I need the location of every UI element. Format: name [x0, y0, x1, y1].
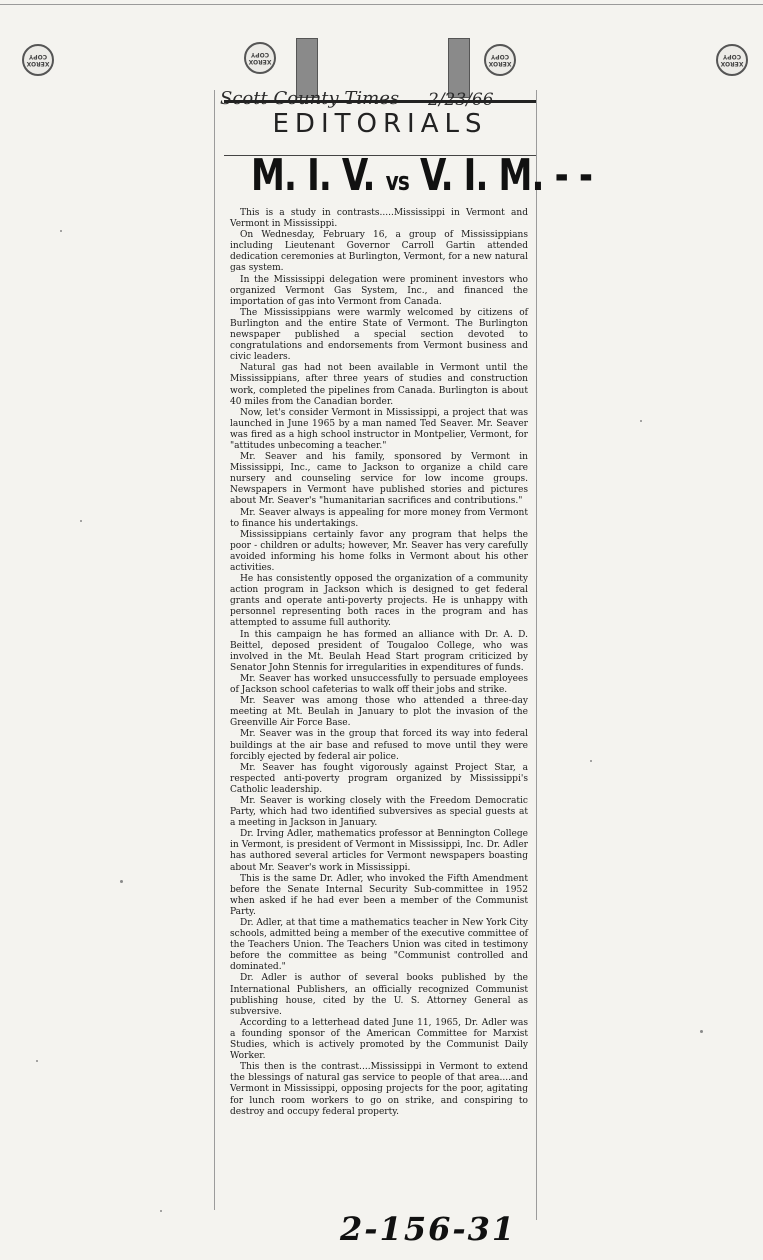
paragraph: In the Mississippi delegation were prominent investors who organized Vermont Gas System, Inc., and financed the importation of gas into Vermont from Canada. [230, 274, 528, 307]
scan-speck [160, 1210, 162, 1212]
scan-speck [60, 230, 62, 232]
paragraph: Mr. Seaver is working closely with the Freedom Democratic Party, which had two identified subversives as special guests at a meeting in Jackson in January. [230, 795, 528, 829]
right-margin-line [536, 90, 537, 1220]
scan-speck [36, 1060, 38, 1062]
paragraph: Dr. Irving Adler, mathematics professor at Bennington College in Vermont, is president of Vermont in Mississippi, Inc. Dr. Adler has authored several articles for Vermont newspapers boasting about Mr. Seaver's work in Mississippi. [230, 829, 528, 873]
paragraph: Mr. Seaver has worked unsuccessfully to persuade employees of Jackson school cafeterias to walk off their jobs and strike. [230, 673, 528, 696]
paragraph: Mr. Seaver has fought vigorously against Project Star, a respected anti-poverty program organized by Mississippi's Catholic leadership. [230, 762, 528, 795]
scan-speck [640, 420, 642, 422]
xerox-stamp-1: XEROX COPY [22, 44, 54, 76]
editorials-masthead [224, 100, 536, 156]
paragraph: According to a letterhead dated June 11, 1965, Dr. Adler was a founding sponsor of the American Committee for Marxist Studies, which is actively promoted by the Communist Daily Worker. [230, 1017, 528, 1062]
xerox-stamp-4: XEROX COPY [716, 44, 748, 76]
editorial-body [230, 208, 528, 1118]
handwritten-date: 2/23/66 [428, 90, 494, 110]
paragraph: Natural gas had not been available in Vermont until the Mississippians, after three years of studies and construction work, completed the pipelines from Canada. Burlington is about 40 miles from the Canadian border. [230, 363, 528, 407]
clip-right [448, 38, 470, 98]
paragraph: Mississippians certainly favor any program that helps the poor - children or adults; however, Mr. Seaver has very carefully avoided informing his home folks in Vermont about his other activities. [230, 529, 528, 573]
xerox-stamp-2: XEROX COPY [244, 42, 276, 74]
headline [251, 150, 593, 201]
paragraph: Mr. Seaver was among those who attended a three-day meeting at Mt. Beulah in January to plot the invasion of the Greenville Air Force Base. [230, 696, 528, 729]
headline-vs: vs [385, 167, 409, 197]
left-margin-line [214, 90, 215, 1210]
paragraph: Mr. Seaver was in the group that forced its way into federal buildings at the air base and refused to move until they were forcibly ejected by federal air police. [230, 729, 528, 762]
paragraph: The Mississippians were warmly welcomed by citizens of Burlington and the entire State of Vermont. The Burlington newspaper published a special section devoted to congratulations and endorsements from Vermont business and civic leaders. [230, 307, 528, 363]
paragraph: Mr. Seaver and his family, sponsored by Vermont in Mississippi, Inc., came to Jackson to organize a child care nursery and counseling service for low income groups. Newspapers in Vermont have published stories and pictures about Mr. Seaver's "humanitarian sacrifices and contributions." [230, 452, 528, 507]
scan-speck [80, 520, 82, 522]
paragraph: This is a study in contrasts.....Mississippi in Vermont and Vermont in Mississippi. [230, 208, 528, 230]
scan-speck [700, 1030, 703, 1033]
headline-part1: M. I. V. [251, 150, 375, 201]
paragraph: This then is the contrast....Mississippi in Vermont to extend the blessings of natural gas service to people of that area....and Vermont in Mississippi, opposing projects for the poor, agitating for lunch room workers to go on strike, and conspiring to destroy and occupy federal property. [230, 1062, 528, 1117]
headline-part2: V. I. M. - - [419, 150, 593, 201]
paragraph: On Wednesday, February 16, a group of Mississippians including Lieutenant Governor Carroll Gartin attended dedication ceremonies at Burlington, Vermont, for a new natural gas system. [230, 230, 528, 274]
paragraph: He has consistently opposed the organization of a community action program in Jackson which is designed to get federal grants and operate anti-poverty projects. He is unhappy with personnel representing both races in the program and has attempted to assume full authority. [230, 574, 528, 629]
paragraph: Now, let's consider Vermont in Mississippi, a project that was launched in June 1965 by a man named Ted Seaver. Mr. Seaver was fired as a high school instructor in Montpelier, Vermont, for "attitudes unbecoming a teacher." [230, 407, 528, 451]
paragraph: This is the same Dr. Adler, who invoked the Fifth Amendment before the Senate Internal Security Sub-committee in 1952 when asked if he had ever been a member of the Communist Party. [230, 873, 528, 917]
masthead-title: EDITORIALS [272, 109, 488, 139]
paragraph: Dr. Adler is author of several books published by the International Publishers, an officially recognized Communist publishing house, cited by the U. S. Attorney General as subversive. [230, 973, 528, 1017]
handwritten-source: Scott County Times [220, 88, 400, 109]
paragraph: Mr. Seaver always is appealing for more money from Vermont to finance his undertakings. [230, 507, 528, 529]
paragraph: Dr. Adler, at that time a mathematics teacher in New York City schools, admitted being a member of the executive committee of the Teachers Union. The Teachers Union was cited in testimony before the committee as being "Communist controlled and dominated." [230, 918, 528, 973]
handwritten-file-number: 2-156-31 [340, 1210, 517, 1248]
xerox-stamp-3: XEROX COPY [484, 44, 516, 76]
scan-speck [590, 760, 592, 762]
top-scan-line [0, 4, 763, 5]
scan-speck [120, 880, 123, 883]
paragraph: In this campaign he has formed an alliance with Dr. A. D. Beittel, deposed president of Tougaloo College, who was involved in the Mt. Beulah Head Start program criticized by Senator John Stennis for irregularities in expenditures of funds. [230, 629, 528, 673]
